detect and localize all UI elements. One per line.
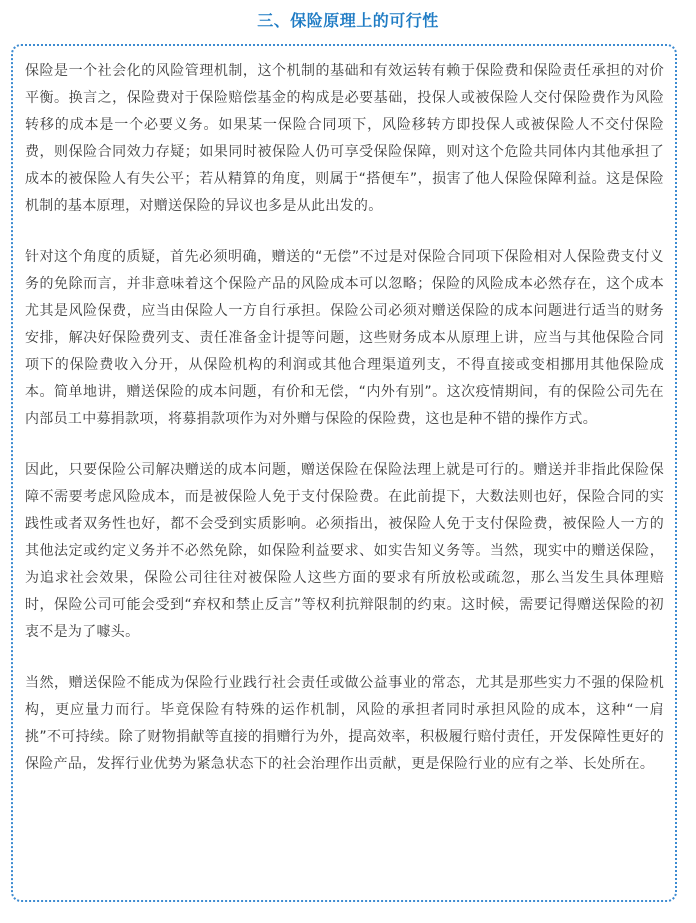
paragraph-4: 当然，赠送保险不能成为保险行业践行社会责任或做公益事业的常态，尤其是那些实力不强的保险机构，更应量力而行。毕竟保险有特殊的运作机制，风险的承担者同时承担风险的成本，这种“一肩挑”不可持续。除了财物捐献等直接的捐赠行为外，提高效率，积极履行赔付责任，开发保障性更好的保险产品，发挥行业优势为紧急状态下的社会治理作出贡献，更是保险行业的应有之举、长处所在。 bbox=[25, 675, 664, 772]
section-title: 三、保险原理上的可行性 bbox=[257, 11, 439, 30]
paragraph-2: 针对这个角度的质疑，首先必须明确，赠送的“无偿”不过是对保险合同项下保险相对人保险费支付义务的免除而言，并非意味着这个保险产品的风险成本可以忽略；保险的风险成本必然存在，这个成本尤其是风险保费，应当由保险人一方自行承担。保险公司必须对赠送保险的成本问题进行适当的财务安排，解决好保险费列支、责任准备金计提等问题，这些财务成本从原理上讲，应当与其他保险合同项下的保险费收入分开，从保险机构的利润或其他合理渠道列支，不得直接或变相挪用其他保险成本。简单地讲，赠送保险的成本问题，有价和无偿，“内外有别”。这次疫情期间，有的保险公司先在内部员工中募捐款项，将募捐款项作为对外赠与保险的保险费，这也是种不错的操作方式。 bbox=[25, 249, 664, 427]
paragraph-3: 因此，只要保险公司解决赠送的成本问题，赠送保险在保险法理上就是可行的。赠送并非指此保险保障不需要考虑风险成本，而是被保险人免于支付保险费。在此前提下，大数法则也好，保险合同的实践性或者双务性也好，都不会受到实质影响。必须指出，被保险人免于支付保险费，被保险人一方的其他法定或约定义务并不必然免除，如保险利益要求、如实告知义务等。当然，现实中的赠送保险，为追求社会效果，保险公司往往对被保险人这些方面的要求有所放松或疏忽，那么当发生具体理赔时，保险公司可能会受到“弃权和禁止反言”等权利抗辩限制的约束。这时候，需要记得赠送保险的初衷不是为了噱头。 bbox=[25, 462, 664, 640]
content-box bbox=[11, 44, 677, 902]
paragraph-1: 保险是一个社会化的风险管理机制，这个机制的基础和有效运转有赖于保险费和保险责任承担的对价平衡。换言之，保险费对于保险赔偿基金的构成是必要基础，投保人或被保险人交付保险费作为风险转移的成本是一个必要义务。如果某一保险合同项下，风险移转方即投保人或被保险人不交付保险费，则保险合同效力存疑；如果同时被保险人仍可享受保险保障，则对这个危险共同体内其他承担了成本的被保险人有失公平；若从精算的角度，则属于“搭便车”，损害了他人保险保障利益。这是保险机制的基本原理，对赠送保险的异议也多是从此出发的。 bbox=[25, 63, 664, 214]
